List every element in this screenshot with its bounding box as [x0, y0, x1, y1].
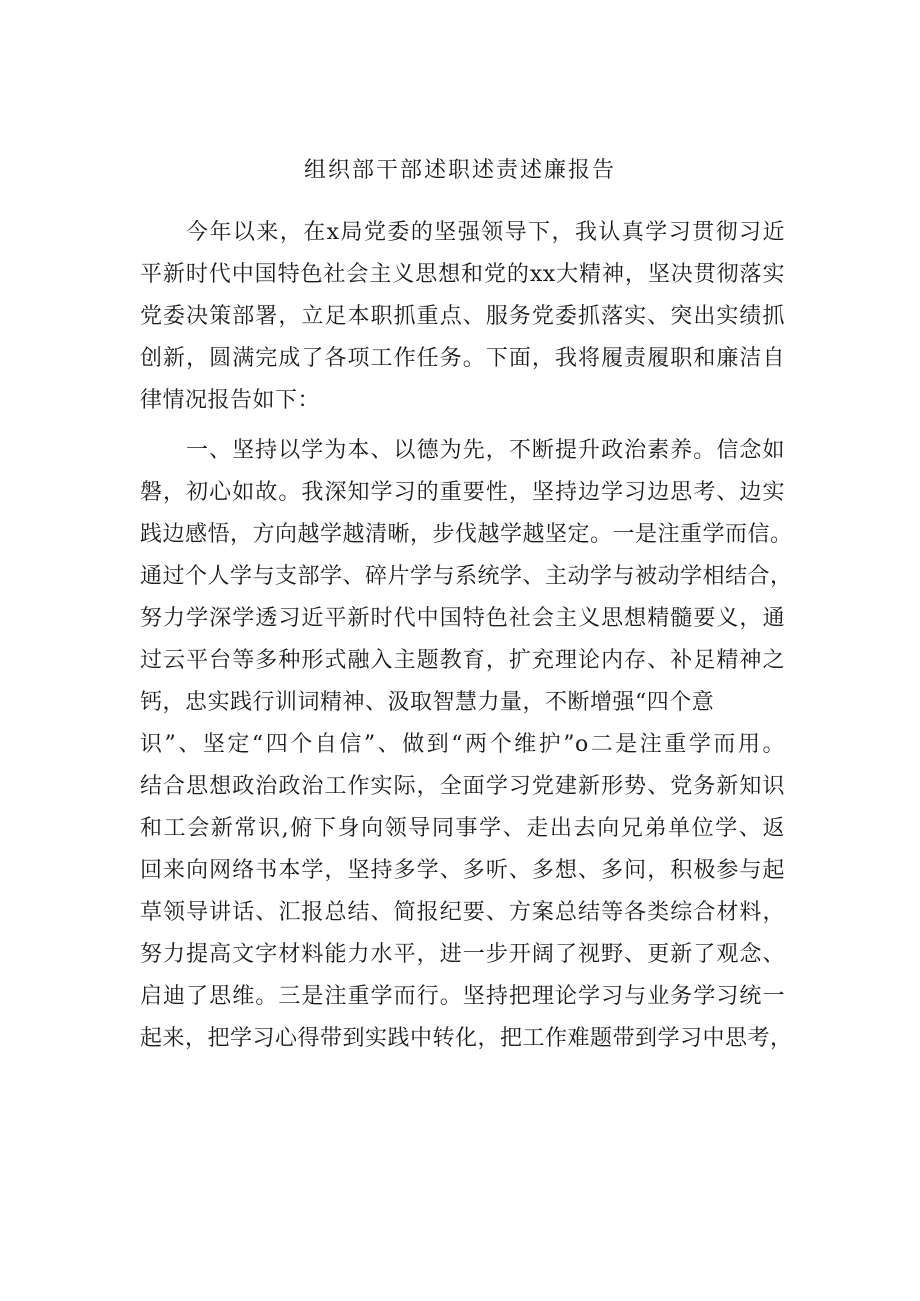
paragraph-line: 律情况报告如下：	[140, 388, 321, 413]
paragraph-line: 起来，把学习心得带到实践中转化，把工作难题带到学习中思考，	[140, 1026, 793, 1051]
paragraph-line: 平新时代中国特色社会主义思想和党的xx大精神，坚决贯彻落实	[140, 262, 785, 287]
paragraph-line: 和工会新常识,俯下身向领导同事学、走出去向兄弟单位学、返	[140, 816, 785, 841]
paragraph-line: 钙，忠实践行训词精神、汲取智慧力量，不断增强“四个意	[140, 690, 715, 715]
paragraph-line: 党委决策部署，立足本职抓重点、服务党委抓落实、突出实绩抓	[140, 304, 785, 329]
paragraph-line: 磐，初心如故。我深知学习的重要性，坚持边学习边思考、边实	[140, 480, 785, 505]
paragraph-line: 通过个人学与支部学、碎片学与系统学、主动学与被动学相结合，	[140, 564, 793, 589]
paragraph-line: 努力学深学透习近平新时代中国特色社会主义思想精髓要义，通	[140, 606, 785, 631]
paragraph-line: 创新，圆满完成了各项工作任务。下面，我将履责履职和廉洁自	[140, 346, 785, 371]
paragraph-line: 回来向网络书本学，坚持多学、多听、多想、多问，积极参与起	[140, 858, 785, 883]
paragraph-line: 过云平台等多种形式融入主题教育，扩充理论内存、补足精神之	[140, 648, 785, 673]
document-title: 组织部干部述职述责述廉报告	[303, 158, 616, 183]
paragraph-line: 践边感悟，方向越学越清晰，步伐越学越坚定。一是注重学而信。	[140, 522, 793, 547]
document-body	[140, 212, 793, 1060]
paragraph-line: 努力提高文字材料能力水平，进一步开阔了视野、更新了观念、	[140, 942, 785, 967]
paragraph-line: 草领导讲话、汇报总结、简报纪要、方案总结等各类综合材料，	[140, 900, 785, 925]
paragraph-line: 识”、坚定“四个自信”、做到“两个维护”o二是注重学而用。	[140, 732, 785, 757]
paragraph-line: 一、坚持以学为本、以德为先，不断提升政治素养。信念如	[186, 438, 785, 463]
paragraph-line: 启迪了思维。三是注重学而行。坚持把理论学习与业务学习统一	[140, 984, 785, 1009]
paragraph-line: 结合思想政治政治工作实际，全面学习党建新形势、党务新知识	[140, 774, 785, 799]
paragraph-line: 今年以来，在x局党委的坚强领导下，我认真学习贯彻习近	[186, 220, 785, 245]
